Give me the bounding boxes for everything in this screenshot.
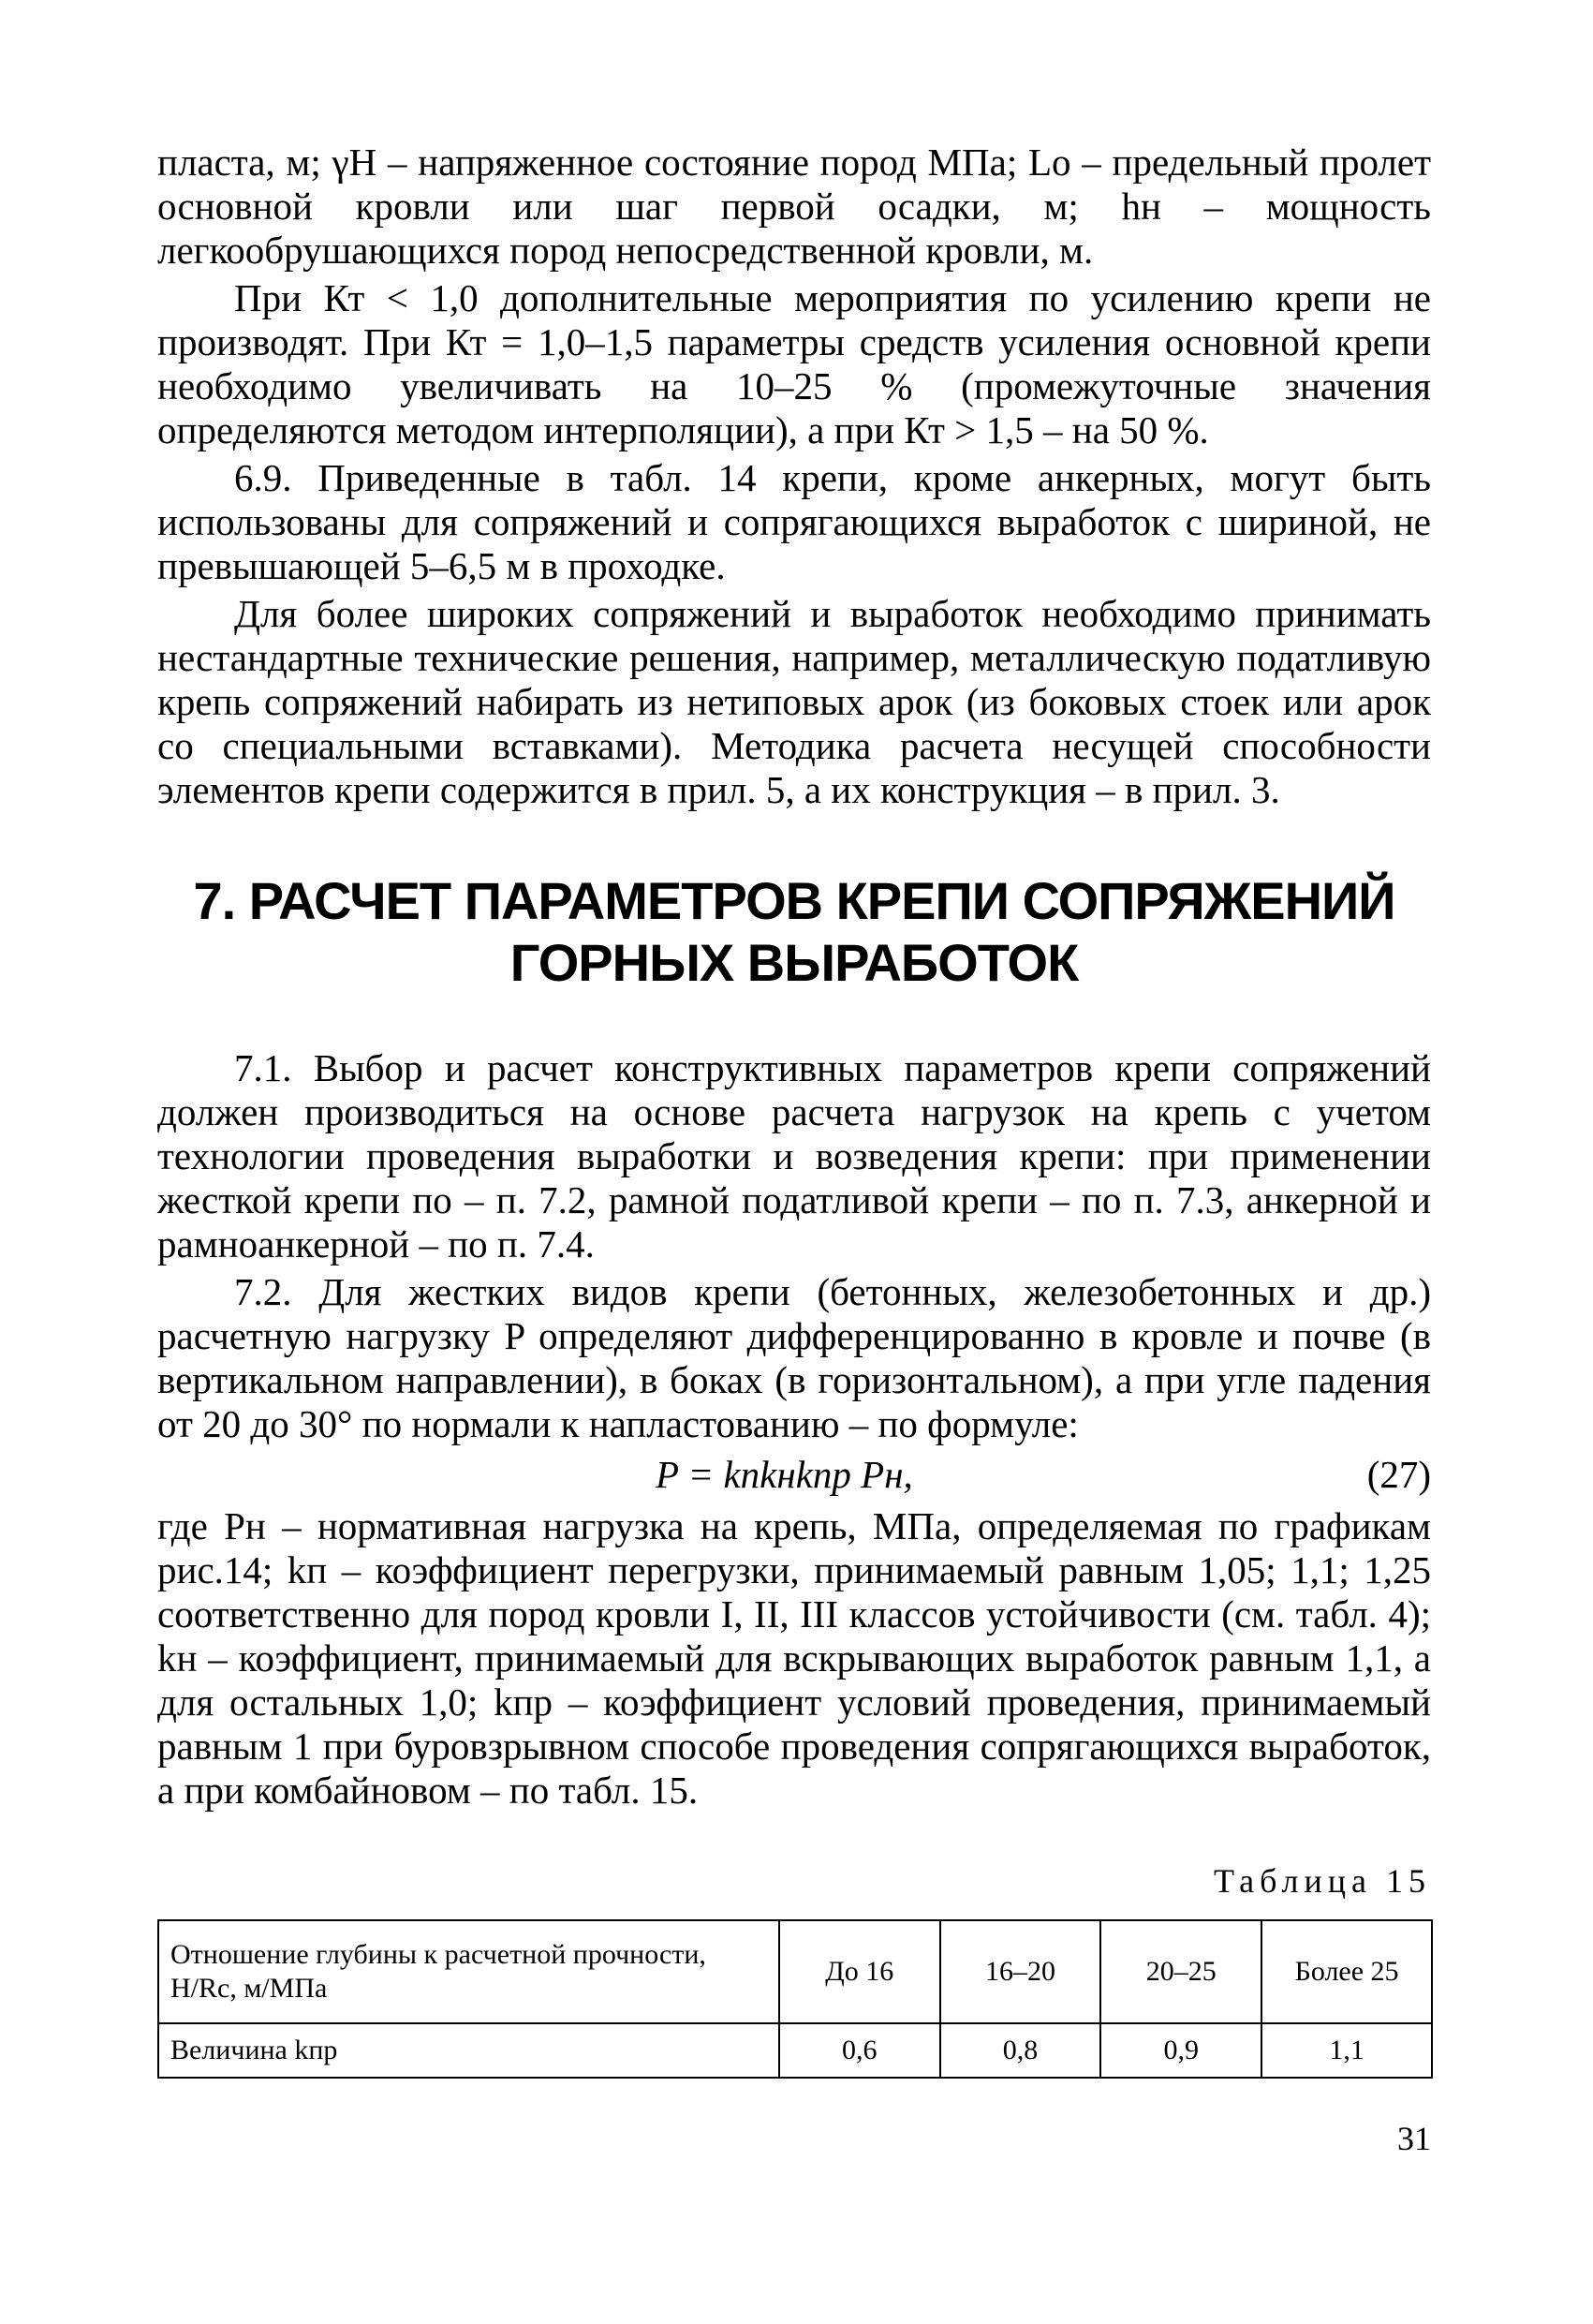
table-header-label: Отношение глубины к расчетной прочности, H/Rс, м/МПа: [158, 1920, 779, 2023]
table-row-label: Величина kпр: [158, 2023, 779, 2078]
section-heading-line-1: 7. РАСЧЕТ ПАРАМЕТРОВ КРЕПИ СОПРЯЖЕНИЙ: [193, 871, 1395, 930]
paragraph-wide-junctions: Для более широких сопряжений и выработок необходимо принимать нестандартные технические решения, например, металлическую податливую крепь сопряжений набирать из нетиповых арок (из боковых стоек или арок со специальными вставками). Методика расчета несущей способности элементов крепи содержится в прил. 5, а их конструкция – в прил. 3.: [157, 592, 1431, 811]
page-number: 31: [1397, 2120, 1431, 2157]
table-header-cell: Более 25: [1261, 1920, 1432, 2023]
formula-27: P = kпkнkпр Pн,: [656, 1453, 913, 1496]
table-header-cell: 16–20: [940, 1920, 1101, 2023]
section-heading: [157, 870, 1431, 994]
paragraph-6-9: 6.9. Приведенные в табл. 14 крепи, кроме анкерных, могут быть использованы для сопряжений и сопрягающихся выработок с шириной, не превышающей 5–6,5 м в проходке.: [157, 456, 1431, 587]
table-header-cell: 20–25: [1100, 1920, 1261, 2023]
paragraph-kt-conditions: При Кт < 1,0 дополнительные мероприятия по усилению крепи не производят. При Кт = 1,0–1,5 параметры средств усиления основной крепи необходимо увеличивать на 10–25 % (промежуточные значения определяются методом интерполяции), а при Кт > 1,5 – на 50 %.: [157, 276, 1431, 451]
table-caption: Таблица 15: [1214, 1862, 1431, 1900]
table-cell: 0,8: [940, 2023, 1101, 2078]
table-row: [158, 2023, 1432, 2078]
paragraph-formula-definitions: где Pн – нормативная нагрузка на крепь, МПа, определяемая по графикам рис.14; kп – коэффициент перегрузки, принимаемый равным 1,05; 1,1; 1,25 соответственно для пород кровли I, II, III классов устойчивости (см. табл. 4); kн – коэффициент, принимаемый для вскрывающих выработок равным 1,1, а для остальных 1,0; kпр – коэффициент условий проведения, принимаемый равным 1 при буровзрывном способе проведения сопрягающихся выработок, а при комбайновом – по табл. 15.: [157, 1504, 1431, 1812]
paragraph-7-1: 7.1. Выбор и расчет конструктивных параметров крепи сопряжений должен производиться на основе расчета нагрузок на крепь с учетом технологии проведения выработки и возведения крепи: при применении жесткой крепи по – п. 7.2, рамной податливой крепи – по п. 7.3, анкерной и рамноанкерной – по п. 7.4.: [157, 1046, 1431, 1266]
table-15: [157, 1919, 1433, 2079]
table-header-row: [158, 1920, 1432, 2023]
table-cell: 1,1: [1261, 2023, 1432, 2078]
paragraph-7-2: 7.2. Для жестких видов крепи (бетонных, железобетонных и др.) расчетную нагрузку P определяют дифференцированно в кровле и почве (в вертикальном направлении), в боках (в горизонтальном), а при угле падения от 20 до 30° по нормали к напластованию – по формуле:: [157, 1270, 1431, 1445]
table-cell: 0,9: [1100, 2023, 1261, 2078]
section-heading-line-2: ГОРНЫХ ВЫРАБОТОК: [509, 933, 1079, 992]
paragraph-continuation: пласта, м; γH – напряженное состояние пород МПа; Lо – предельный пролет основной кровли или шаг первой осадки, м; hн – мощность легкообрушающихся пород непосредственной кровли, м.: [157, 141, 1431, 272]
formula-number: (27): [1366, 1453, 1431, 1496]
document-page: [157, 141, 1431, 2079]
table-header-cell: До 16: [779, 1920, 940, 2023]
table-cell: 0,6: [779, 2023, 940, 2078]
formula-row: [157, 1450, 1431, 1499]
